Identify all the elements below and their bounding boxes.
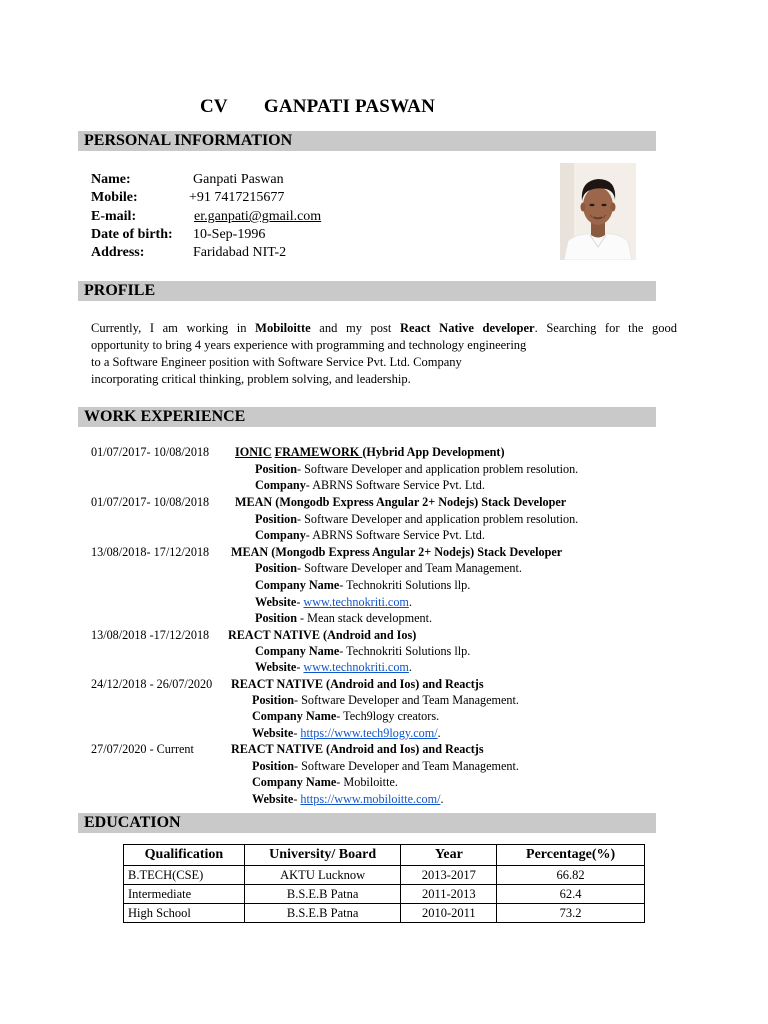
job-3-website-link[interactable]: www.technokriti.com: [303, 595, 409, 609]
cell-university: AKTU Lucknow: [244, 866, 401, 885]
cell-qualification: B.TECH(CSE): [124, 866, 245, 885]
job-2-position: Position- Software Developer and application problem resolution.: [255, 512, 579, 526]
cell-year: 2010-2011: [401, 904, 497, 923]
job-5-company: Company Name- Tech9logy creators.: [252, 709, 440, 723]
job-1-title: IONIC FRAMEWORK (Hybrid App Development): [235, 445, 505, 459]
cell-year: 2013-2017: [401, 866, 497, 885]
job-3-position: Position- Software Developer and Team Management.: [255, 561, 522, 575]
cell-university: B.S.E.B Patna: [244, 904, 401, 923]
table-row: [124, 904, 645, 923]
email-value[interactable]: er.ganpati@gmail.com: [194, 209, 322, 224]
job-5-title: REACT NATIVE (Android and Ios) and Reactjs: [231, 677, 484, 691]
job-3-date: 13/08/2018- 17/12/2018: [91, 545, 210, 559]
job-4-website: Website- www.technokriti.com.: [255, 660, 412, 674]
job-5-website: Website- https://www.tech9logy.com/.: [252, 726, 441, 740]
profile-line-1: Currently, I am working in Mobiloitte and my post React Native developer. Searching for the good: [91, 321, 678, 335]
section-personal-information: PERSONAL INFORMATION: [78, 131, 656, 151]
address-label: Address:: [91, 245, 145, 260]
job-4-date: 13/08/2018 -17/12/2018: [91, 628, 210, 642]
job-3-website: Website- www.technokriti.com.: [255, 595, 412, 609]
profile-photo: [560, 163, 636, 260]
job-2-date: 01/07/2017- 10/08/2018: [91, 495, 210, 509]
name-value: Ganpati Paswan: [193, 172, 284, 187]
job-6-website: Website- https://www.mobiloitte.com/.: [252, 792, 444, 806]
job-2-company: Company- ABRNS Software Service Pvt. Ltd.: [255, 528, 485, 542]
name-label: Name:: [91, 172, 131, 187]
header-university: University/ Board: [244, 845, 401, 866]
mobile-label: Mobile:: [91, 190, 138, 205]
email-label: E-mail:: [91, 209, 137, 224]
job-4-title: REACT NATIVE (Android and Ios): [228, 628, 417, 642]
cv-label: CV: [200, 96, 228, 117]
cell-year: 2011-2013: [401, 885, 497, 904]
dob-value: 10-Sep-1996: [193, 227, 266, 242]
job-6-company: Company Name- Mobiloitte.: [252, 775, 398, 789]
cell-percentage: 62.4: [497, 885, 645, 904]
job-4-website-link[interactable]: www.technokriti.com: [303, 660, 409, 674]
job-2-title: MEAN (Mongodb Express Angular 2+ Nodejs) Stack Developer: [235, 495, 567, 509]
job-5-website-link[interactable]: https://www.tech9logy.com/: [300, 726, 438, 740]
cell-qualification: High School: [124, 904, 245, 923]
job-3-title: MEAN (Mongodb Express Angular 2+ Nodejs) Stack Developer: [231, 545, 563, 559]
profile-line-4: incorporating critical thinking, problem solving, and leadership.: [91, 372, 411, 386]
job-1-position: Position- Software Developer and application problem resolution.: [255, 462, 579, 476]
candidate-name: GANPATI PASWAN: [263, 96, 436, 117]
job-6-date: 27/07/2020 - Current: [91, 742, 194, 756]
table-row: [124, 866, 645, 885]
job-6-position: Position- Software Developer and Team Management.: [252, 759, 519, 773]
job-6-title: REACT NATIVE (Android and Ios) and Reactjs: [231, 742, 484, 756]
person-photo-icon: [560, 163, 636, 260]
education-table: [123, 844, 645, 923]
job-6-website-link[interactable]: https://www.mobiloitte.com/: [300, 792, 441, 806]
header-year: Year: [401, 845, 497, 866]
job-4-company: Company Name- Technokriti Solutions llp.: [255, 644, 471, 658]
job-5-position: Position- Software Developer and Team Management.: [252, 693, 519, 707]
mobile-value: +91 7417215677: [189, 190, 285, 205]
job-3-position-2: Position - Mean stack development.: [255, 611, 433, 625]
address-value: Faridabad NIT-2: [193, 245, 287, 260]
header-qualification: Qualification: [124, 845, 245, 866]
profile-summary: [91, 320, 677, 388]
profile-line-2: opportunity to bring 4 years experience with programming and technology engineering: [91, 338, 527, 352]
section-profile: PROFILE: [78, 281, 656, 301]
section-work-experience: WORK EXPERIENCE: [78, 407, 656, 427]
cv-title: [200, 96, 435, 118]
table-row: [124, 885, 645, 904]
job-3-company: Company Name- Technokriti Solutions llp.: [255, 578, 471, 592]
cell-percentage: 73.2: [497, 904, 645, 923]
cell-percentage: 66.82: [497, 866, 645, 885]
cell-qualification: Intermediate: [124, 885, 245, 904]
header-percentage: Percentage(%): [497, 845, 645, 866]
job-1-company: Company- ABRNS Software Service Pvt. Ltd.: [255, 478, 485, 492]
job-1-date: 01/07/2017- 10/08/2018: [91, 445, 210, 459]
section-education: EDUCATION: [78, 813, 656, 833]
job-5-date: 24/12/2018 - 26/07/2020: [91, 677, 213, 691]
education-header-row: [124, 845, 645, 866]
dob-label: Date of birth:: [91, 227, 173, 242]
profile-line-3: to a Software Engineer position with Software Service Pvt. Ltd. Company: [91, 355, 462, 369]
cell-university: B.S.E.B Patna: [244, 885, 401, 904]
